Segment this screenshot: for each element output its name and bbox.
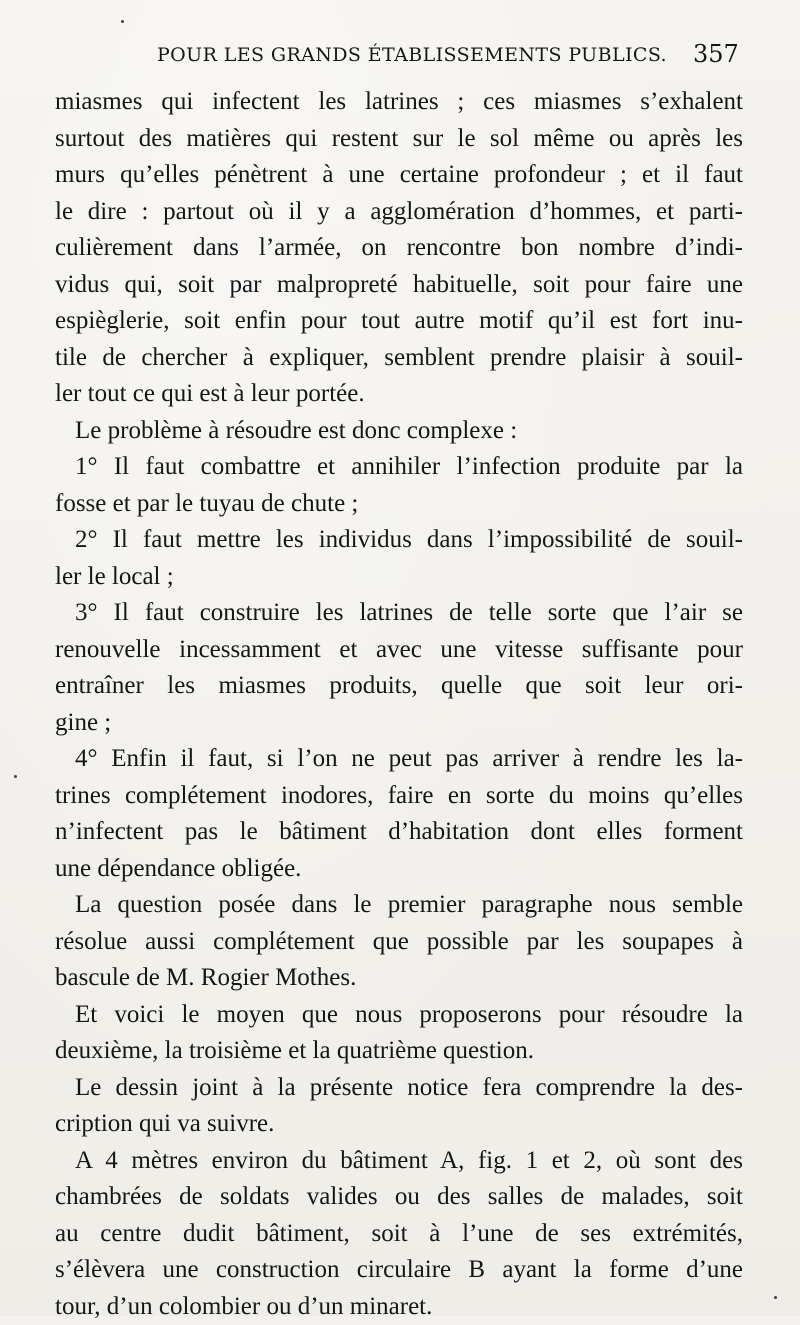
text-line: renouvelle incessamment et avec une vitesse suffisante pour	[55, 632, 743, 669]
running-head: POUR LES GRANDS ÉTABLISSEMENTS PUBLICS.	[157, 44, 667, 66]
text-line: culièrement dans l’armée, on rencontre bon nombre d’indi-	[55, 230, 743, 267]
text-line: bascule de M. Rogier Mothes.	[55, 960, 743, 997]
ink-speck	[14, 775, 17, 778]
ink-speck	[774, 1296, 777, 1299]
paragraph-start-line: Et voici le moyen que nous proposerons pour résoudre la	[55, 997, 743, 1034]
text-line: ler le local ;	[55, 559, 743, 596]
text-line: résolue aussi complétement que possible par les soupapes à	[55, 924, 743, 961]
text-line: entraîner les miasmes produits, quelle que soit leur ori-	[55, 668, 743, 705]
list-item-line: 1° Il faut combattre et annihiler l’infection produite par la	[55, 449, 743, 486]
text-line: murs qu’elles pénètrent à une certaine profondeur ; et il faut	[55, 157, 743, 194]
list-item-line: 3° Il faut construire les latrines de telle sorte que l’air se	[55, 595, 743, 632]
text-line: le dire : partout où il y a agglomération d’hommes, et parti-	[55, 194, 743, 231]
list-item-line: 4° Enfin il faut, si l’on ne peut pas arriver à rendre les la-	[55, 741, 743, 778]
text-line: une dépendance obligée.	[55, 851, 743, 888]
text-line: fosse et par le tuyau de chute ;	[55, 486, 743, 523]
text-line: au centre dudit bâtiment, soit à l’une de ses extrémités,	[55, 1216, 743, 1253]
text-line: vidus qui, soit par malpropreté habituelle, soit pour faire une	[55, 267, 743, 304]
text-line: s’élèvera une construction circulaire B ayant la forme d’une	[55, 1252, 743, 1289]
page-header	[0, 44, 800, 74]
text-line: cription qui va suivre.	[55, 1106, 743, 1143]
paragraph-start-line: A 4 mètres environ du bâtiment A, fig. 1 et 2, où sont des	[55, 1143, 743, 1180]
body-text	[55, 84, 743, 1325]
text-line: chambrées de soldats valides ou des salles de malades, soit	[55, 1179, 743, 1216]
list-item-line: 2° Il faut mettre les individus dans l’impossibilité de souil-	[55, 522, 743, 559]
text-line: espièglerie, soit enfin pour tout autre motif qu’il est fort inu-	[55, 303, 743, 340]
paragraph-start-line: La question posée dans le premier paragraphe nous semble	[55, 887, 743, 924]
text-line: surtout des matières qui restent sur le sol même ou après les	[55, 121, 743, 158]
text-line: gine ;	[55, 705, 743, 742]
page-number: 357	[693, 40, 739, 68]
text-line: n’infectent pas le bâtiment d’habitation dont elles forment	[55, 814, 743, 851]
text-line: tile de chercher à expliquer, semblent prendre plaisir à souil-	[55, 340, 743, 377]
paragraph-start-line: Le problème à résoudre est donc complexe :	[55, 413, 743, 450]
paragraph-start-line: Le dessin joint à la présente notice fera comprendre la des-	[55, 1070, 743, 1107]
text-line: ler tout ce qui est à leur portée.	[55, 376, 743, 413]
ink-speck	[121, 20, 124, 23]
text-line: trines complétement inodores, faire en sorte du moins qu’elles	[55, 778, 743, 815]
text-line: miasmes qui infectent les latrines ; ces miasmes s’exhalent	[55, 84, 743, 121]
text-line: deuxième, la troisième et la quatrième question.	[55, 1033, 743, 1070]
text-line: tour, d’un colombier ou d’un minaret.	[55, 1289, 743, 1325]
